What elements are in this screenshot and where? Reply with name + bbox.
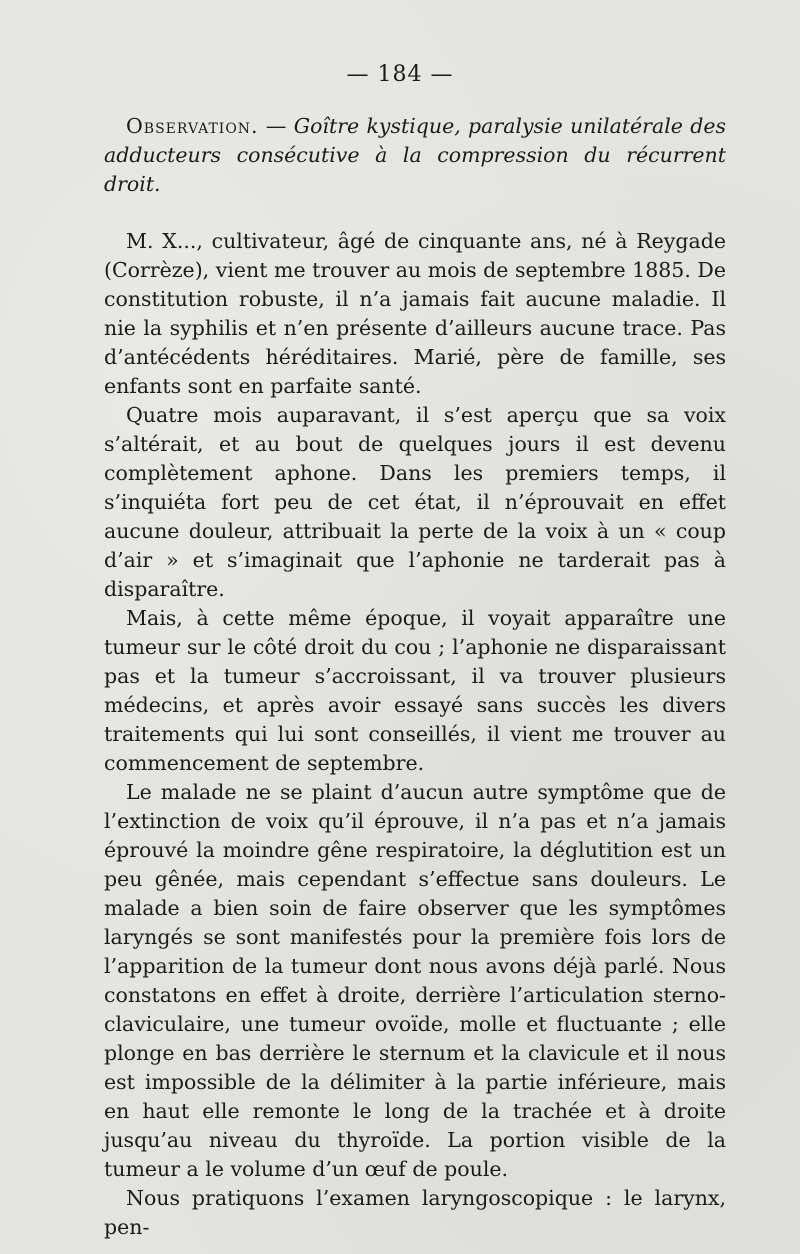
observation-heading (104, 112, 726, 199)
paragraph-examination: Le malade ne se plaint d’aucun autre symptôme que de l’extinction de voix qu’il éprouve, il n’a pas et n’a jamais éprouvé la moindre gêne respiratoire, la déglutition est un peu gênée, mais cependant s’effectue sans douleurs. Le malade a bien soin de faire observer que les symptômes laryngés se sont manifestés pour la première fois lors de l’apparition de la tumeur dont nous avons déjà parlé. Nous constatons en effet à droite, derrière l’articulation sterno-claviculaire, une tumeur ovoïde, molle et fluctuante ; elle plonge en bas derrière le sternum et la clavicule et il nous est impossible de la délimiter à la partie inférieure, mais en haut elle remonte le long de la trachée et à droite jusqu’au niveau du thyroïde. La portion visible de la tumeur a le volume d’un œuf de poule. (104, 780, 726, 1181)
page-number-dash-right: — (430, 62, 454, 87)
observation-dash: — (265, 114, 287, 138)
page-number: 184 (377, 62, 423, 87)
page-number-header (0, 62, 800, 87)
page-number-dash-left: — (346, 62, 370, 87)
paragraph-patient-history: M. X..., cultivateur, âgé de cinquante ans, né à Reygade (Corrèze), vient me trouver au mois de septembre 1885. De constitution robuste, il n’a jamais fait aucune maladie. Il nie la syphilis et n’en présente d’ailleurs aucune trace. Pas d’antécédents héréditaires. Marié, père de famille, ses enfants sont en parfaite santé. (104, 229, 726, 398)
observation-label: Observation. (126, 114, 259, 138)
paragraph-tumor-appearance: Mais, à cette même époque, il voyait apparaître une tumeur sur le côté droit du cou ; l’aphonie ne disparaissant pas et la tumeur s’accroissant, il va trouver plusieurs médecins, et après avoir essayé sans succès les divers traitements qui lui sont conseillés, il vient me trouver au commencement de septembre. (104, 606, 726, 775)
paragraph-onset-aphonia: Quatre mois auparavant, il s’est aperçu que sa voix s’altérait, et au bout de quelques jours il est devenu complètement aphone. Dans les premiers temps, il s’inquiéta fort peu de cet état, il n’éprouvait en effet aucune douleur, attribuait la perte de la voix à un « coup d’air » et s’imaginait que l’aphonie ne tarderait pas à disparaître. (104, 403, 726, 601)
page-body (104, 112, 726, 1242)
paragraph-laryngoscopy: Nous pratiquons l’examen laryngoscopique : le larynx, pen- (104, 1186, 726, 1239)
observation-title: Goître kystique, paralysie unilatérale des adducteurs consécutive à la compression du récurrent droit. (104, 114, 726, 196)
